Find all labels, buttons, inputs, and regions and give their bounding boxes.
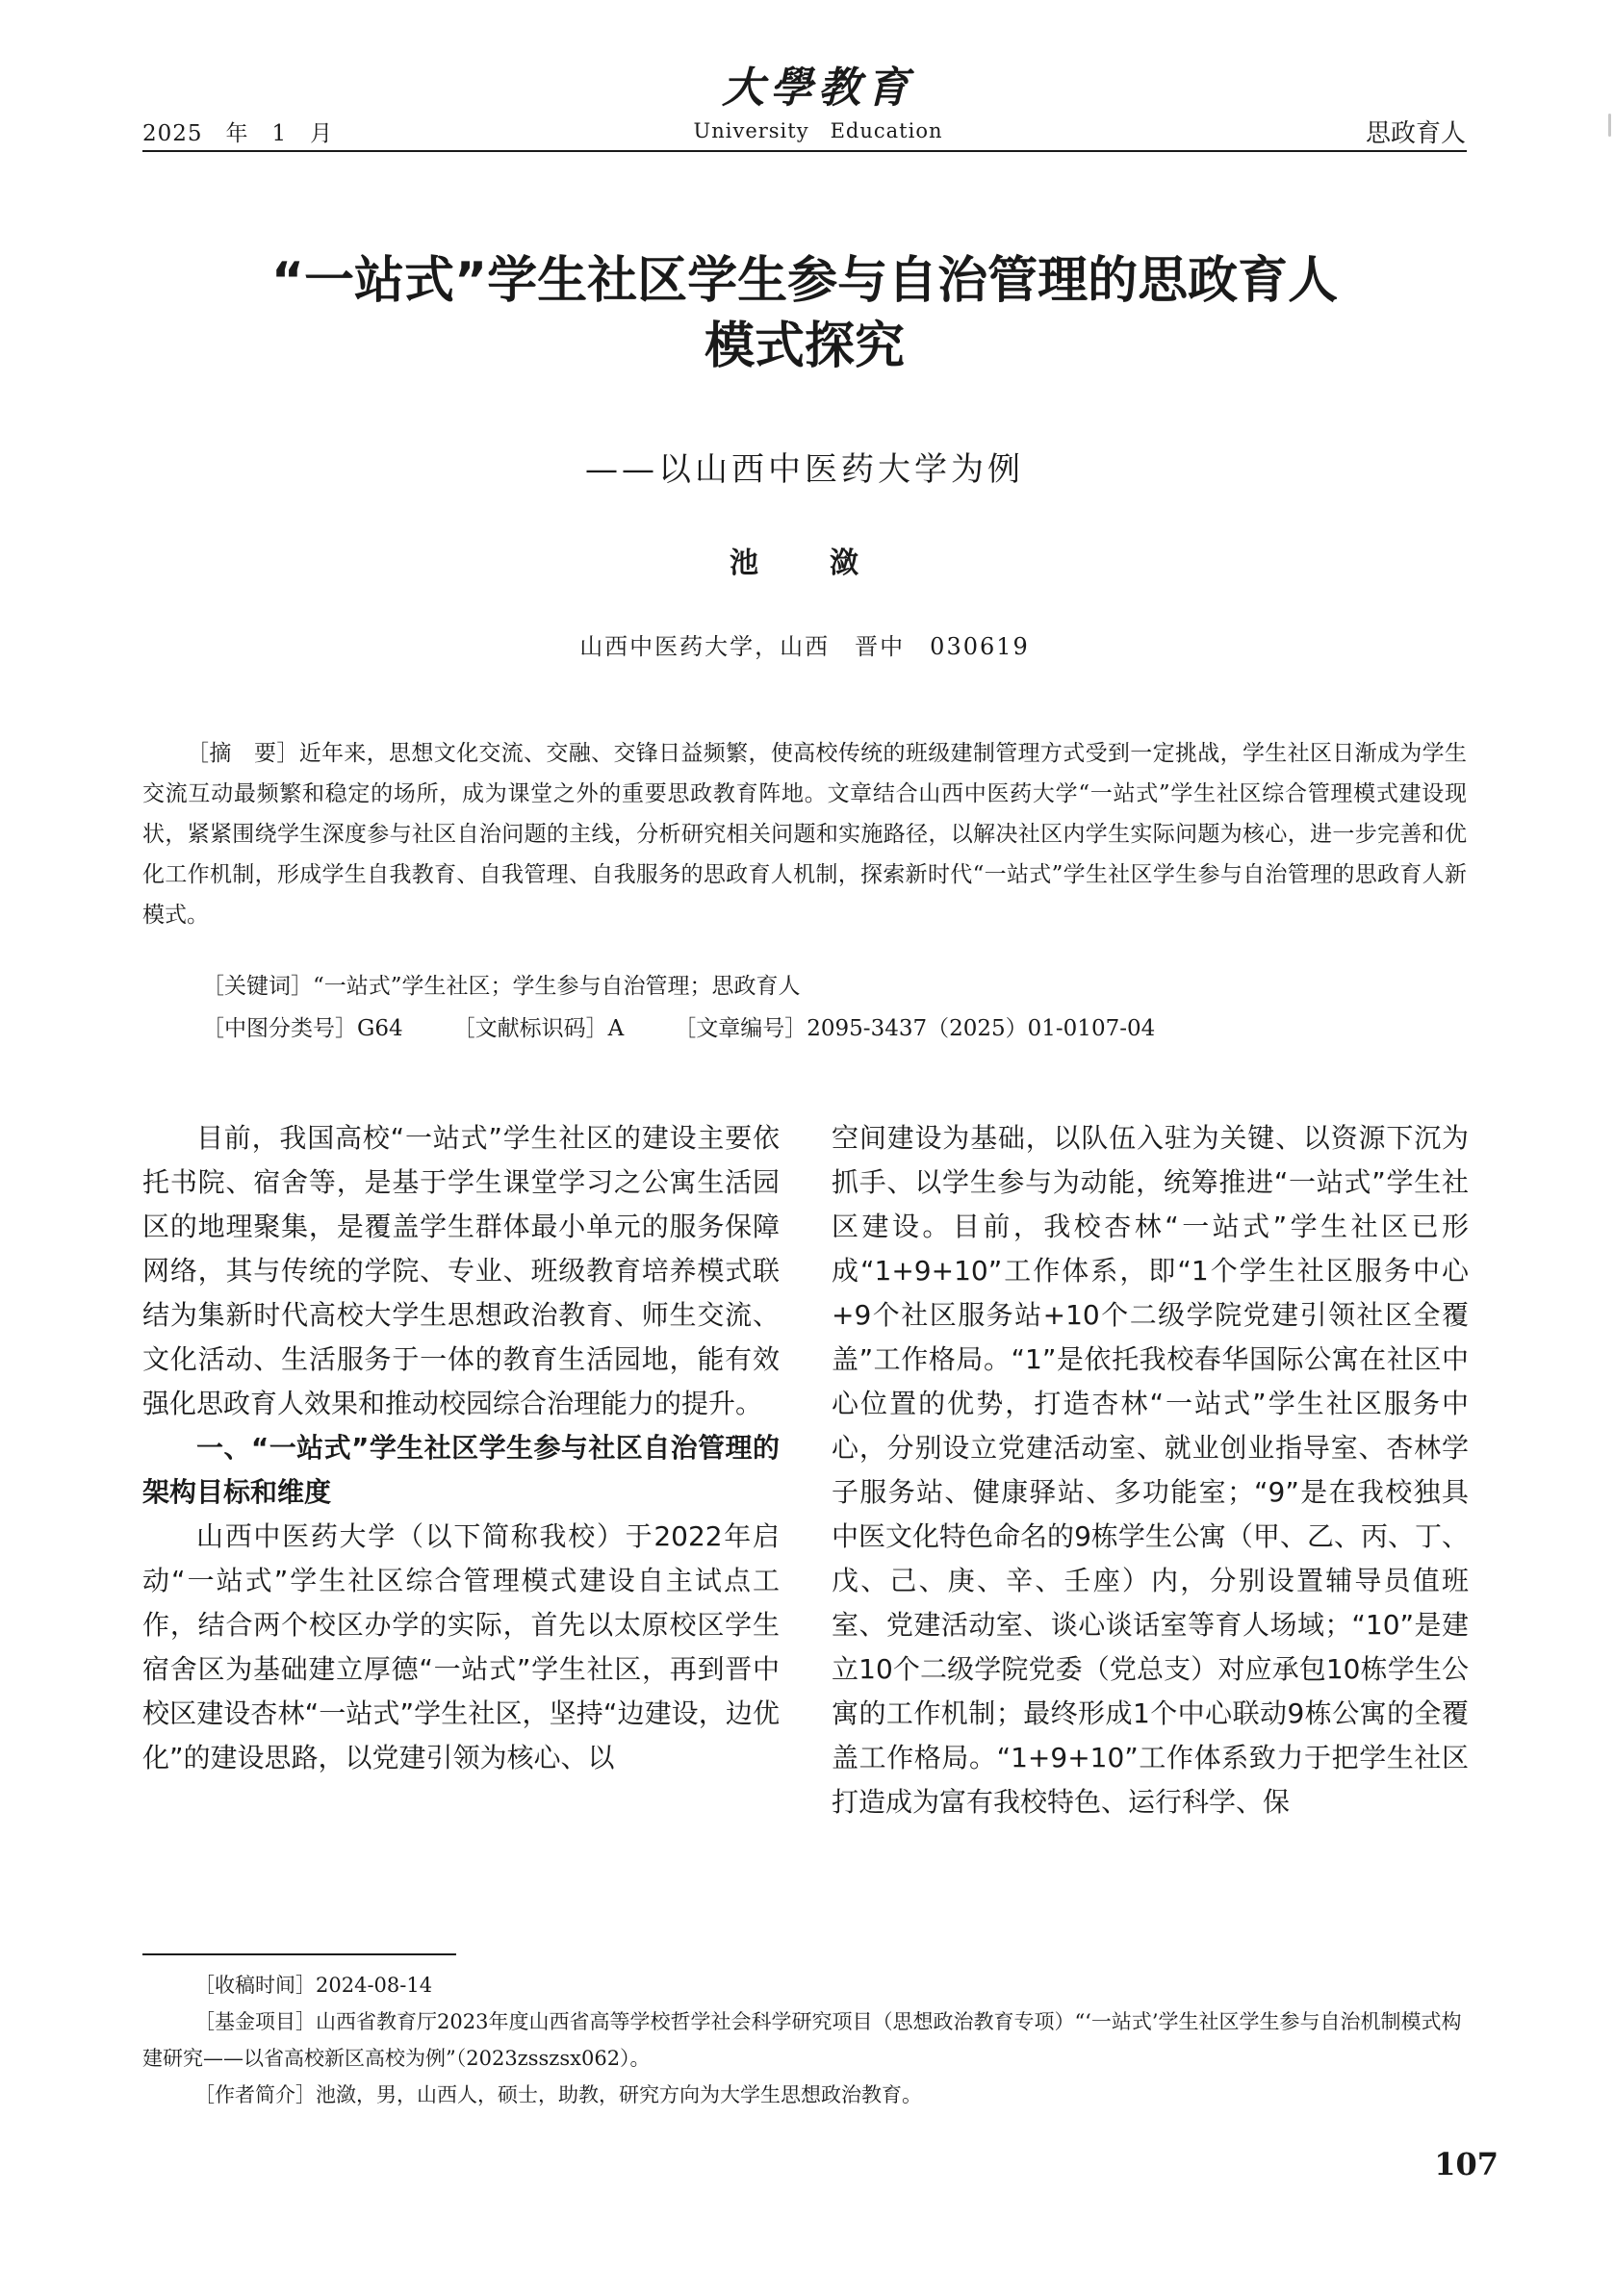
article-subtitle: ——以山西中医药大学为例 xyxy=(585,450,1024,489)
footnote-author-bio xyxy=(142,2077,1467,2113)
fund-text: 山西省教育厅2023年度山西省高等学校哲学社会科学研究项目（思想政治教育专项）“‘一站式’学生社区学生参与自治机制模式构建研究——以省高校新区高校为例”（2023zsszsx062）。 xyxy=(142,2010,1462,2070)
journal-name: University Education xyxy=(693,119,943,142)
clc-value: G64 xyxy=(357,1016,403,1041)
article-number-label: ［文章编号］ xyxy=(674,1016,807,1041)
abstract-label: ［摘 要］ xyxy=(187,741,299,766)
body-paragraph: 山西中医药大学（以下简称我校）于2022年启动“一站式”学生社区综合管理模式建设自主试点工作，结合两个校区办学的实际，首先以太原校区学生宿舍区为基础建立厚德“一站式”学生社区，再到晋中校区建设杏林“一站式”学生社区，坚持“边建设，边优化”的建设思路，以党建引领为核心、以 xyxy=(142,1520,780,1773)
abstract-text: 近年来，思想文化交流、交融、交锋日益频繁，使高校传统的班级建制管理方式受到一定挑战，学生社区日渐成为学生交流互动最频繁和稳定的场所，成为课堂之外的重要思政教育阵地。文章结合山西中医药大学“一站式”学生社区综合管理模式建设现状，紧紧围绕学生深度参与社区自治问题的主线，分析研究相关问题和实施路径，以解决社区内学生实际问题为核心，进一步完善和优化工作机制，形成学生自我教育、自我管理、自我服务的思政育人机制，探索新时代“一站式”学生社区学生参与自治管理的思政育人新模式。 xyxy=(142,741,1468,928)
body-column-left xyxy=(142,1116,780,1780)
footnote-received xyxy=(142,1967,1467,2003)
body-paragraph: 空间建设为基础，以队伍入驻为关键、以资源下沉为抓手、以学生参与为动能，统筹推进“一站式”学生社区建设。目前，我校杏林“一站式”学生社区已形成“1+9+10”工作体系，即“1个学生社区服务中心+9个社区服务站+10个二级学院党建引领社区全覆盖”工作格局。“1”是依托我校春华国际公寓在社区中心位置的优势，打造杏林“一站式”学生社区服务中心，分别设立党建活动室、就业创业指导室、杏林学子服务站、健康驿站、多功能室；“9”是在我校独具中医文化特色命名的9栋学生公寓（甲、乙、丙、丁、戊、己、庚、辛、壬座）内，分别设置辅导员值班室、党建活动室、谈心谈话室等育人场域；“10”是建立10个二级学院党委（党总支）对应承包10栋学生公寓的工作机制；最终形成1个中心联动9栋公寓的全覆盖工作格局。“1+9+10”工作体系致力于把学生社区打造成为富有我校特色、运行科学、保 xyxy=(832,1122,1469,1818)
received-label: ［收稿时间］ xyxy=(194,1974,316,1997)
abstract xyxy=(142,733,1467,935)
received-date: 2024-08-14 xyxy=(316,1974,433,1997)
body-paragraph: 目前，我国高校“一站式”学生社区的建设主要依托书院、宿舍等，是基于学生课堂学习之公寓生活园区的地理聚集，是覆盖学生群体最小单元的服务保障网络，其与传统的学院、专业、班级教育培养模式联结为集新时代高校大学生思想政治教育、师生交流、文化活动、生活服务于一体的教育生活园地，能有效强化思政育人效果和推动校园综合治理能力的提升。 xyxy=(142,1122,780,1419)
author-name: 池 潋 xyxy=(730,547,880,580)
column-name: 思政育人 xyxy=(1365,119,1466,148)
section-heading: 一、“一站式”学生社区学生参与社区自治管理的架构目标和维度 xyxy=(142,1432,780,1508)
fund-label: ［基金项目］ xyxy=(194,2010,316,2033)
issue-date: 2025 年 1 月 xyxy=(142,121,334,146)
body-column-right xyxy=(832,1116,1469,1824)
scrollbar[interactable] xyxy=(1604,114,1614,137)
footnote-fund xyxy=(142,2003,1467,2077)
doc-code-value: A xyxy=(607,1016,625,1041)
clc-label: ［中图分类号］ xyxy=(202,1016,357,1041)
doc-code-label: ［文献标识码］ xyxy=(452,1016,608,1041)
header-rule xyxy=(142,150,1467,152)
article-title xyxy=(142,248,1467,379)
keywords xyxy=(142,966,1467,1007)
author-affiliation: 山西中医药大学，山西 晋中 030619 xyxy=(579,633,1030,660)
article-number-value: 2095-3437（2025）01-0107-04 xyxy=(807,1016,1156,1041)
page-number: 107 xyxy=(1434,2146,1499,2182)
title-line-1: “一站式”学生社区学生参与自治管理的思政育人 xyxy=(270,252,1339,310)
title-line-2: 模式探究 xyxy=(704,318,905,375)
bio-text: 池潋，男，山西人，硕士，助教，研究方向为大学生思想政治教育。 xyxy=(316,2083,922,2106)
footnote-rule xyxy=(142,1953,456,1955)
article-meta xyxy=(142,1008,1467,1049)
keywords-label: ［关键词］ xyxy=(202,974,313,999)
journal-logo: 大學教育 xyxy=(722,64,914,113)
bio-label: ［作者简介］ xyxy=(194,2083,316,2106)
scrollbar-thumb[interactable] xyxy=(1608,114,1611,137)
keywords-text: “一站式”学生社区；学生参与自治管理；思政育人 xyxy=(313,974,801,999)
